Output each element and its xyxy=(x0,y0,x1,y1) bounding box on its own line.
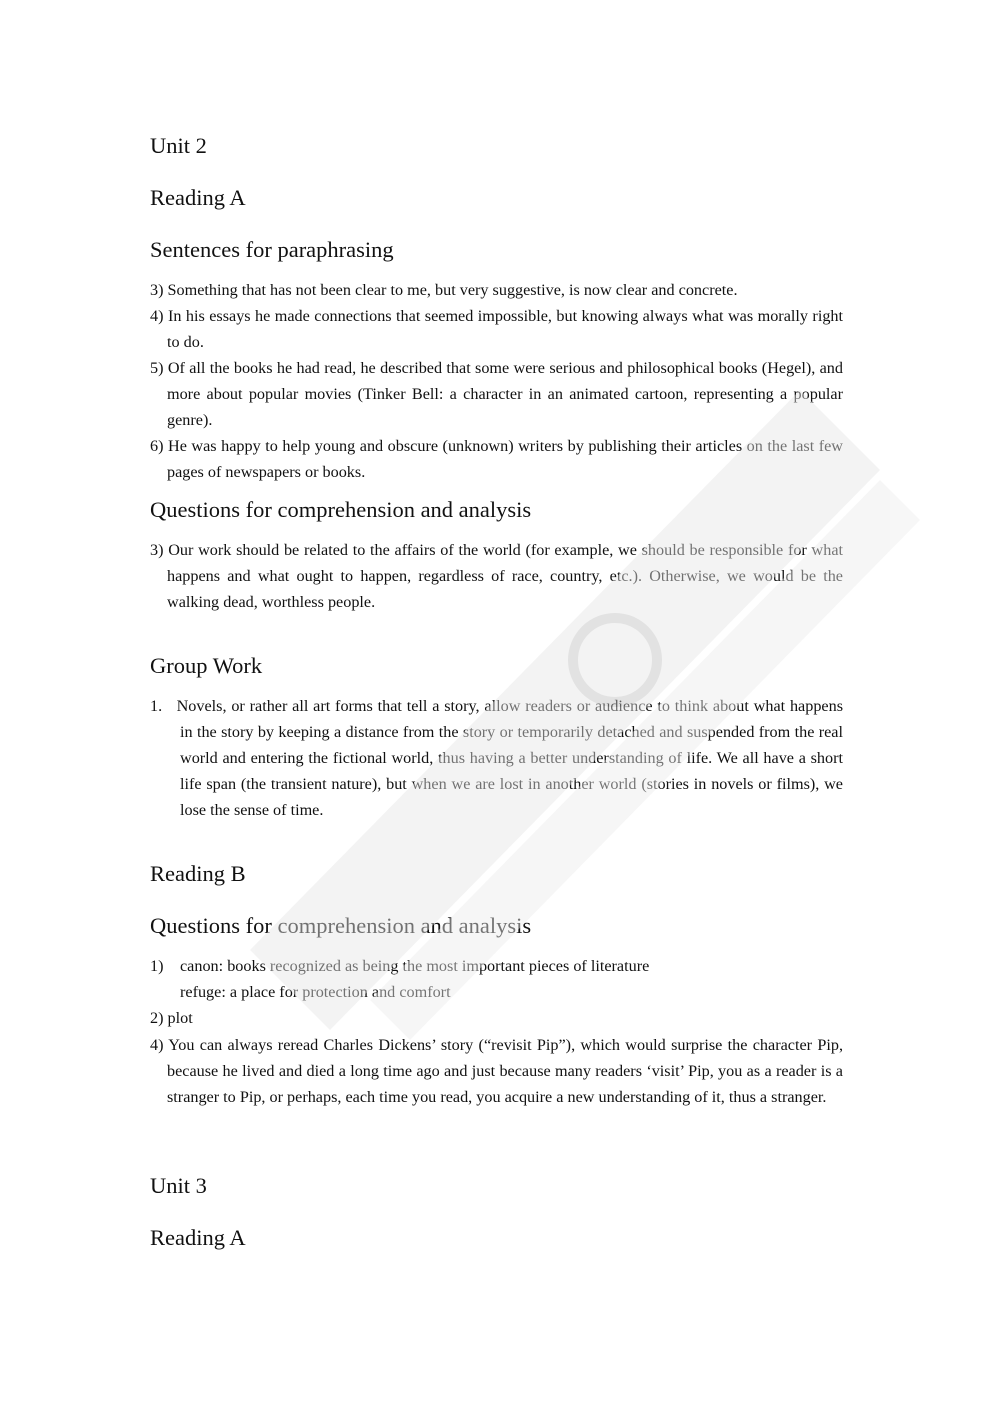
watermark-seal xyxy=(573,618,657,702)
reading-a-heading: Reading A xyxy=(150,185,246,210)
question-b4: 4) You can always reread Charles Dickens’ story (“revisit Pip”), which would surprise the character Pip, because he lived and died a long time ago and just because many readers ‘visit’ Pip, you as a reader is a stranger to Pip, or perhaps, each time you read, you acquire a new understanding of it, thus a stranger. xyxy=(150,1036,843,1106)
unit-3-reading-a-heading: Reading A xyxy=(150,1225,246,1250)
paraphrase-item-5: 5) Of all the books he had read, he described that some were serious and philosophical books (Hegel), and more about popular movies (Tinker Bell: a character in an animated cartoon, representing a popular genre). xyxy=(150,359,843,429)
question-b1-canon: canon: books recognized as being the most important pieces of literature xyxy=(180,957,650,975)
question-b1-number: 1) xyxy=(150,957,164,975)
paraphrase-item-4: 4) In his essays he made connections that seemed impossible, but knowing always what was morally right to do. xyxy=(150,307,843,351)
questions-heading-a: Questions for comprehension and analysis xyxy=(150,497,532,522)
unit-3-heading: Unit 3 xyxy=(150,1173,207,1198)
question-b2: 2) plot xyxy=(150,1009,193,1027)
question-b1-refuge: refuge: a place for protection and comfort xyxy=(180,983,451,1001)
reading-b-heading: Reading B xyxy=(150,861,246,886)
paraphrase-item-6: 6) He was happy to help young and obscure (unknown) writers by publishing their articles on the last few pages of newspapers or books. xyxy=(150,437,843,481)
group-work-item-1: 1. Novels, or rather all art forms that tell a story, allow readers or audience to think about what happens in the story by keeping a distance from the story or temporarily detached and suspended from the real world and entering the fictional world, thus having a better understanding of life. We all have a short life span (the transient nature), but when we are lost in another world (stories in novels or films), we lose the sense of time. xyxy=(150,697,843,819)
questions-heading-b: Questions for comprehension and analysis xyxy=(150,913,532,938)
group-work-heading: Group Work xyxy=(150,653,263,678)
unit-2-heading: Unit 2 xyxy=(150,133,207,158)
paraphrase-item-3: 3) Something that has not been clear to me, but very suggestive, is now clear and concrete. xyxy=(150,281,738,299)
paraphrasing-heading: Sentences for paraphrasing xyxy=(150,237,394,262)
question-item-3: 3) Our work should be related to the affairs of the world (for example, we should be responsible for what happens and what ought to happen, regardless of race, country, etc.). Otherwise, we would be the walking dead, worthless people. xyxy=(150,541,843,611)
